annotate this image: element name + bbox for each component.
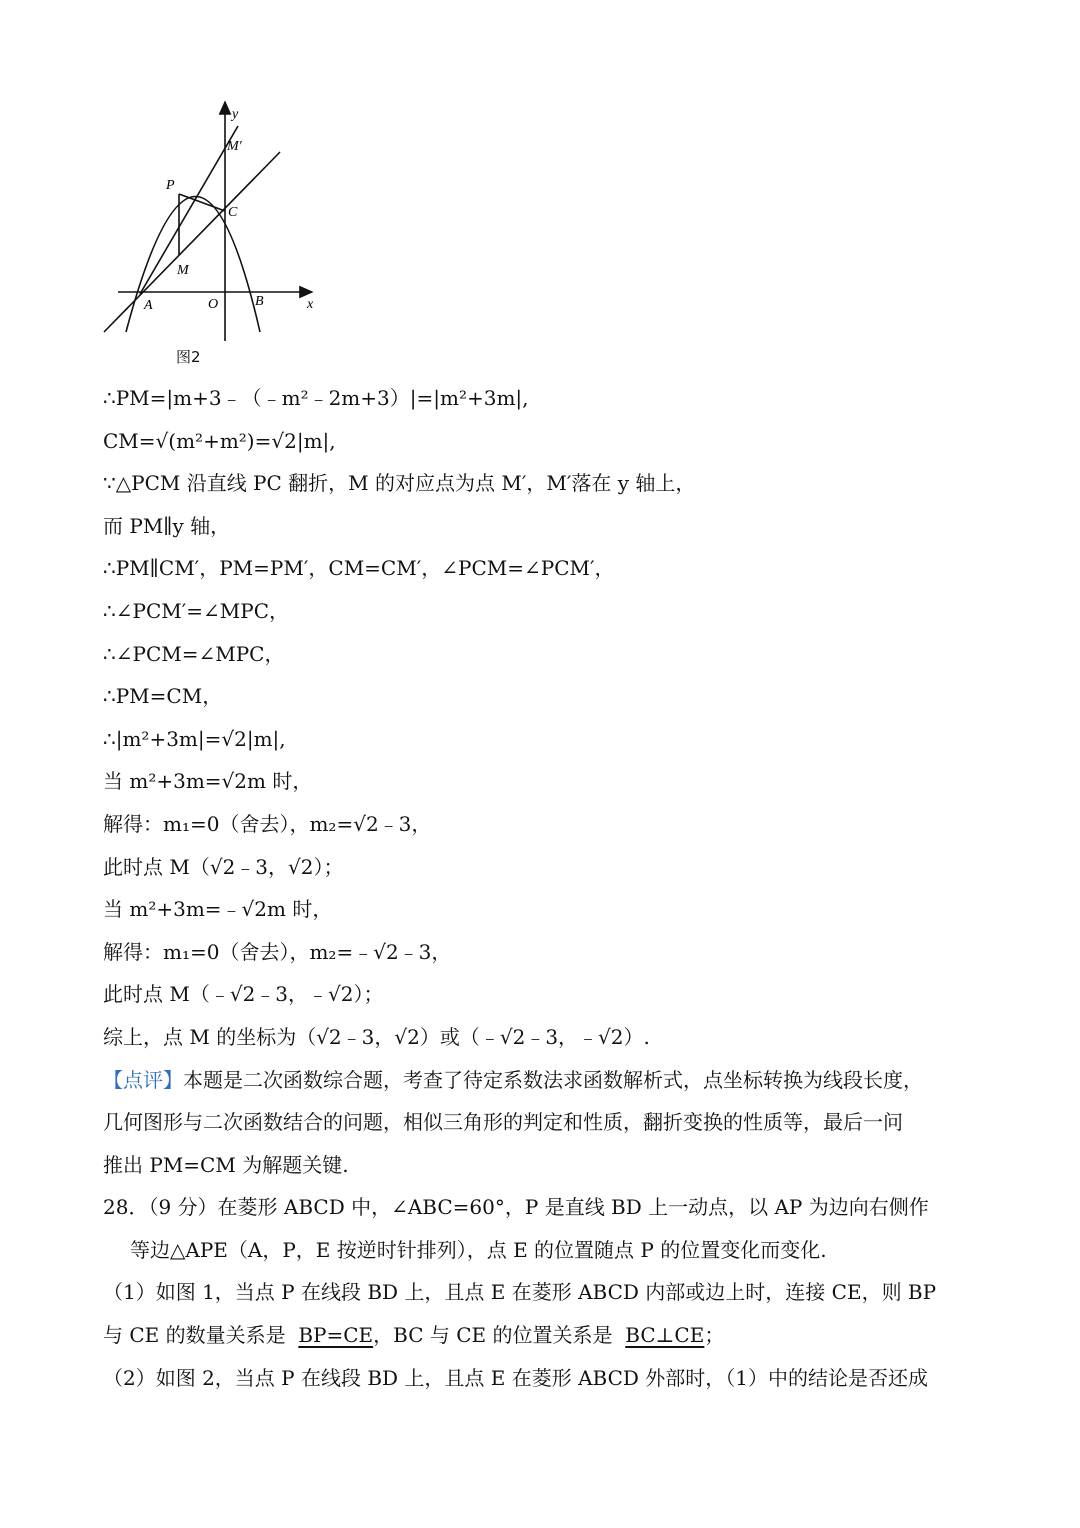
review-text-1: 本题是二次函数综合题，考查了待定系数法求函数解析式，点坐标转换为线段长度， (183, 1067, 923, 1092)
label-m-prime: M′ (227, 139, 242, 154)
solution-line: 此时点 M（﹣√2﹣3，﹣√2）； (103, 982, 384, 1007)
label-m: M (177, 263, 189, 278)
segment-pc (179, 194, 225, 211)
solution-line: ∴|m²+3m|=√2|m|, (103, 726, 286, 751)
label-o: O (208, 297, 219, 312)
solution-line: ∴PM=CM， (103, 684, 223, 709)
answer-quantity-relation: BP=CE (298, 1323, 374, 1348)
parabola-diagram (100, 96, 330, 346)
part1-text-b: ，BC 与 CE 的位置关系是 (373, 1323, 613, 1348)
problem-28-line-1: 28．（9 分）在菱形 ABCD 中，∠ABC=60°，P 是直线 BD 上一动点，以 AP 为边向右侧作 (103, 1195, 929, 1220)
label-x: x (307, 297, 314, 312)
figure-caption: 图2 (176, 348, 201, 366)
solution-line: ∴∠PCM′=∠MPC， (103, 598, 290, 623)
solution-line: CM=√(m²+m²)=√2|m|, (103, 428, 336, 453)
solution-line: 解得：m₁=0（舍去），m₂=﹣√2﹣3， (103, 939, 452, 964)
problem-28-part1-line-2 (103, 1314, 983, 1357)
answer-position-relation: BC⊥CE (625, 1323, 705, 1348)
problem-28-part2-line-1: （2）如图 2，当点 P 在线段 BD 上，且点 E 在菱形 ABCD 外部时，（1）中的结论是否还成 (103, 1365, 929, 1390)
part1-text-a: 与 CE 的数量关系是 (103, 1323, 286, 1348)
label-b: B (255, 294, 264, 309)
solution-line: 此时点 M（√2﹣3，√2）； (103, 854, 344, 879)
solution-line: ∴PM=|m+3﹣（﹣m²﹣2m+3）|=|m²+3m|, (103, 386, 529, 410)
review-line-3: 推出 PM=CM 为解题关键. (103, 1152, 349, 1177)
review-line-1 (103, 1059, 983, 1102)
problem-28-line-2: 等边△APE（A，P，E 按逆时针排列），点 E 的位置随点 P 的位置变化而变化. (130, 1237, 827, 1262)
solution-line: 而 PM∥y 轴， (103, 513, 231, 538)
solution-line: ∵△PCM 沿直线 PC 翻折，M 的对应点为点 M′，M′落在 y 轴上， (103, 471, 696, 496)
label-y: y (232, 107, 239, 122)
label-c: C (228, 205, 238, 220)
solution-line: ∴PM∥CM′，PM=PM′，CM=CM′，∠PCM=∠PCM′， (103, 556, 615, 581)
problem-28-part1-line-1: （1）如图 1，当点 P 在线段 BD 上，且点 E 在菱形 ABCD 内部或边上时，连接 CE，则 BP (103, 1280, 937, 1305)
review-tag: 【点评】 (103, 1067, 183, 1092)
review-line-2: 几何图形与二次函数结合的问题，相似三角形的判定和性质，翻折变换的性质等，最后一问 (103, 1110, 903, 1135)
solution-text (103, 377, 983, 1399)
solution-line: 当 m²+3m=√2m 时， (103, 769, 313, 794)
part1-text-c: ； (704, 1323, 725, 1348)
solution-line: 综上，点 M 的坐标为（√2﹣3，√2）或（﹣√2﹣3，﹣√2）. (103, 1024, 650, 1049)
solution-line: 解得：m₁=0（舍去），m₂=√2﹣3， (103, 811, 432, 836)
label-a: A (144, 298, 153, 313)
figure-2 (100, 96, 330, 368)
solution-line: ∴∠PCM=∠MPC， (103, 641, 285, 666)
label-p: P (166, 178, 175, 193)
solution-line: 当 m²+3m=﹣√2m 时， (103, 897, 333, 922)
